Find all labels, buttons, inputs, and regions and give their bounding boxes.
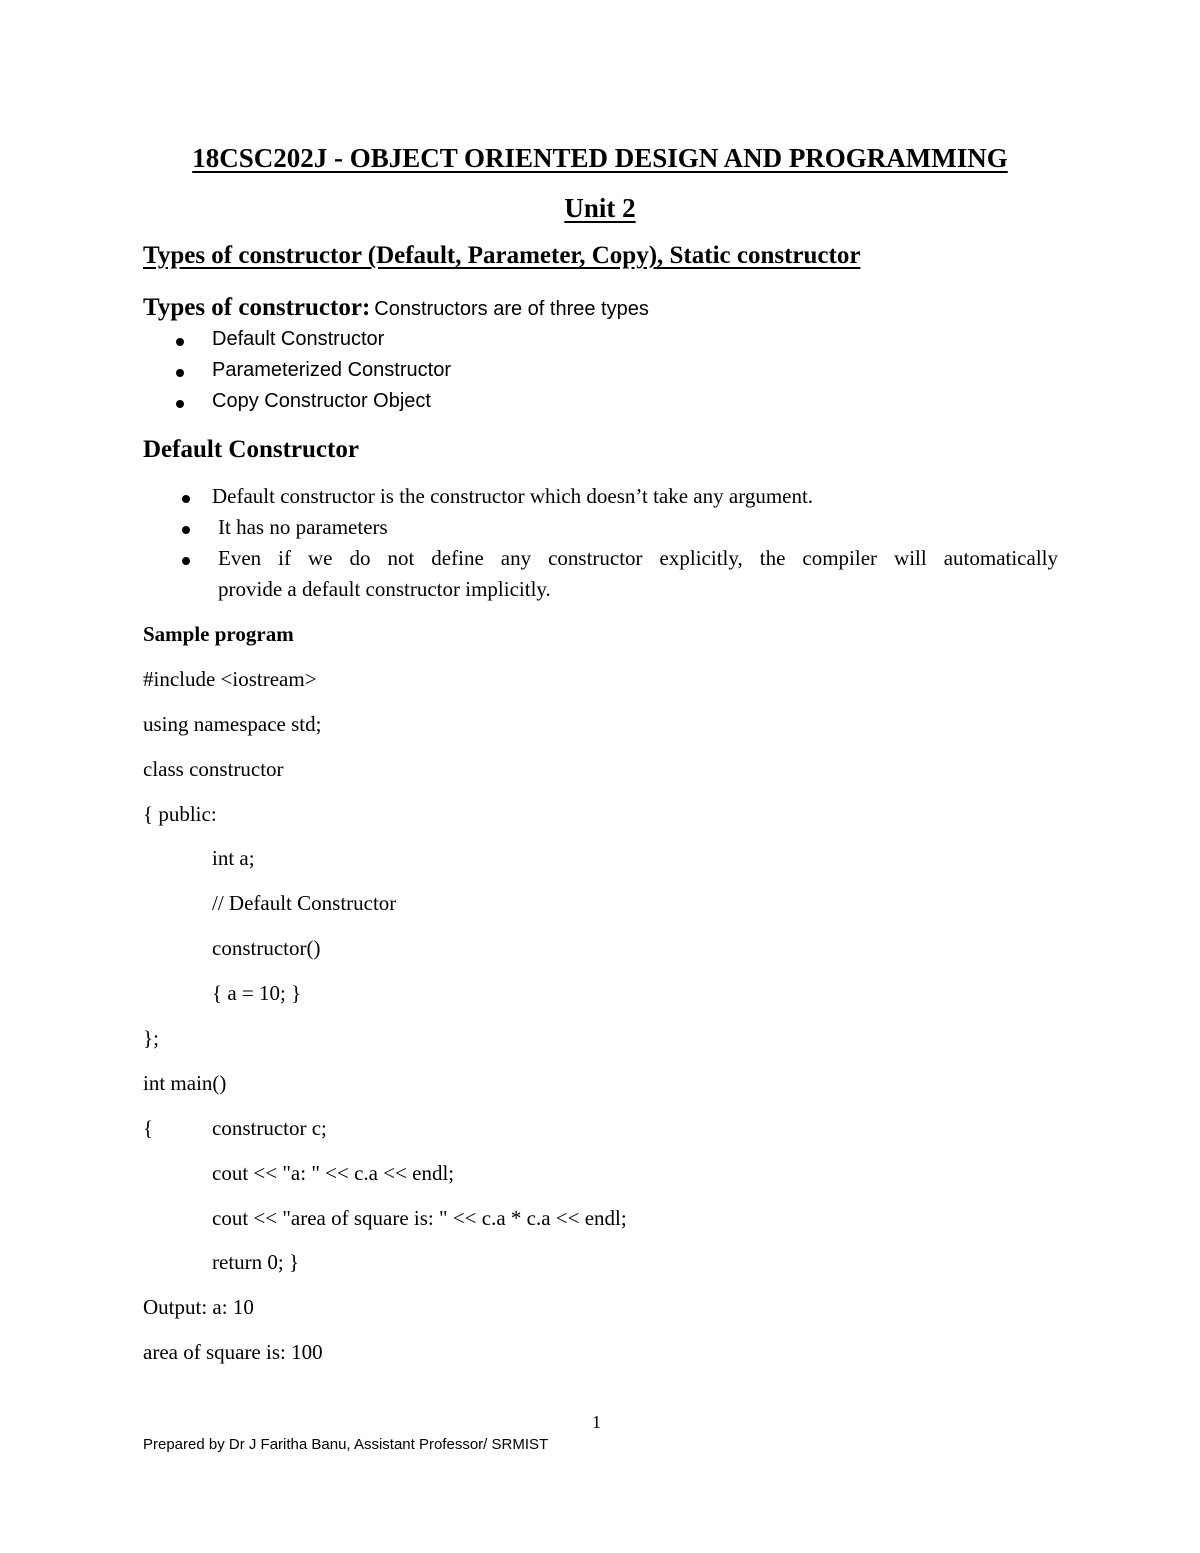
code-line: class constructor [143,757,284,781]
default-constructor-heading: Default Constructor [143,436,359,463]
type-item: Copy Constructor Object [212,390,431,412]
default-bullet: Default constructor is the constructor which doesn’t take any argument. [212,484,814,508]
unit-title: Unit 2 [564,193,636,223]
bullet-icon [176,369,184,377]
default-bullet-continuation: provide a default constructor implicitly. [218,577,551,601]
bullet-icon [176,400,184,408]
code-line: { a = 10; } [212,981,302,1005]
code-line: constructor() [212,936,321,960]
code-line: cout << "area of square is: " << c.a * c.a << endl; [212,1206,627,1230]
type-item: Parameterized Constructor [212,359,451,381]
type-item: Default Constructor [212,328,385,350]
bullet-icon [182,557,190,565]
code-line: { [143,1116,154,1140]
types-intro-line [143,294,649,322]
types-intro: Constructors are of three types [374,298,649,320]
code-line: { public: [143,802,217,826]
output-value: a: 10 [212,1295,254,1319]
types-heading: Types of constructor: [143,294,371,321]
output-line [143,1295,254,1320]
page-number: 1 [592,1412,601,1432]
code-line: #include <iostream> [143,667,317,691]
code-line: int main() [143,1071,227,1095]
default-bullet: Even if we do not define any constructor explicitly, the compiler will automatically [218,546,1058,570]
output-line-2: area of square is: 100 [143,1340,323,1364]
code-line: }; [143,1026,159,1050]
code-line: return 0; } [212,1250,300,1274]
code-line: constructor c; [212,1116,327,1140]
default-bullet: It has no parameters [218,515,388,539]
output-label: Output: [143,1295,208,1319]
course-title: 18CSC202J - OBJECT ORIENTED DESIGN AND PROGRAMMING [192,143,1008,173]
code-line: // Default Constructor [212,891,397,915]
code-line: using namespace std; [143,712,322,736]
sample-program-heading: Sample program [143,622,294,646]
bullet-icon [182,526,190,534]
bullet-icon [176,338,184,346]
code-line: cout << "a: " << c.a << endl; [212,1161,455,1185]
bullet-icon [182,495,190,503]
topic-heading: Types of constructor (Default, Parameter, Copy), Static constructor [143,242,861,269]
footer-credit: Prepared by Dr J Faritha Banu, Assistant Professor/ SRMIST [143,1436,549,1453]
code-line: int a; [212,846,255,870]
